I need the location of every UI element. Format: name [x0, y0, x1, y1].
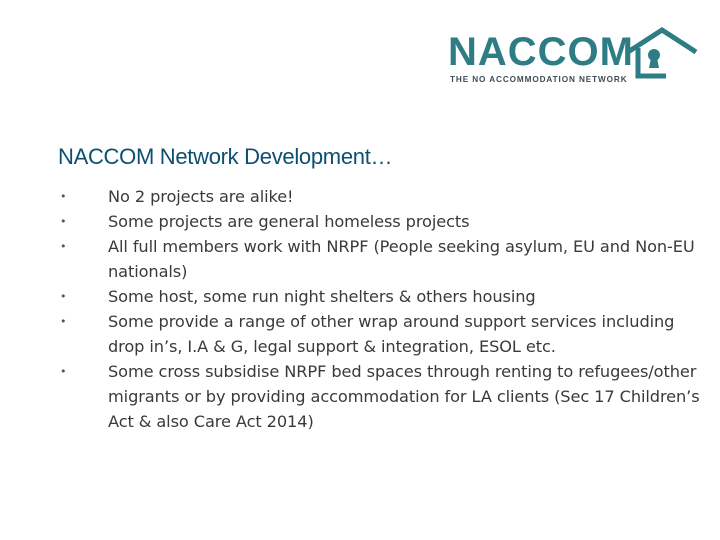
bullet-item [60, 309, 700, 359]
bullet-text: Some cross subsidise NRPF bed spaces through renting to refugees/other migrants or by providing accommodation for LA clients (Sec 17 Children’s Act & also Care Act 2014) [108, 362, 700, 431]
bullet-item [60, 184, 700, 209]
logo-wordmark: NACCOM [448, 30, 634, 74]
bullet-glyph: • [60, 315, 67, 328]
bullet-text: No 2 projects are alike! [108, 187, 294, 206]
naccom-logo [448, 26, 700, 88]
bullet-glyph: • [60, 365, 67, 378]
bullet-glyph: • [60, 290, 67, 303]
bullet-glyph: • [60, 215, 67, 228]
bullet-list [60, 184, 700, 434]
bullet-text: All full members work with NRPF (People seeking asylum, EU and Non-EU nationals) [108, 237, 695, 281]
logo-tagline: THE NO ACCOMMODATION NETWORK [450, 75, 628, 84]
bullet-item [60, 234, 700, 284]
bullet-item [60, 359, 700, 434]
slide-title: NACCOM Network Development… [58, 144, 393, 169]
bullet-item [60, 209, 700, 234]
bullet-text: Some host, some run night shelters & others housing [108, 287, 536, 306]
bullet-glyph: • [60, 190, 67, 203]
bullet-text: Some provide a range of other wrap around support services including drop in’s, I.A & G, legal support & integration, ESOL etc. [108, 312, 675, 356]
bullet-text: Some projects are general homeless projects [108, 212, 470, 231]
bullet-glyph: • [60, 240, 67, 253]
bullet-item [60, 284, 700, 309]
house-keyhole-icon [622, 26, 700, 80]
